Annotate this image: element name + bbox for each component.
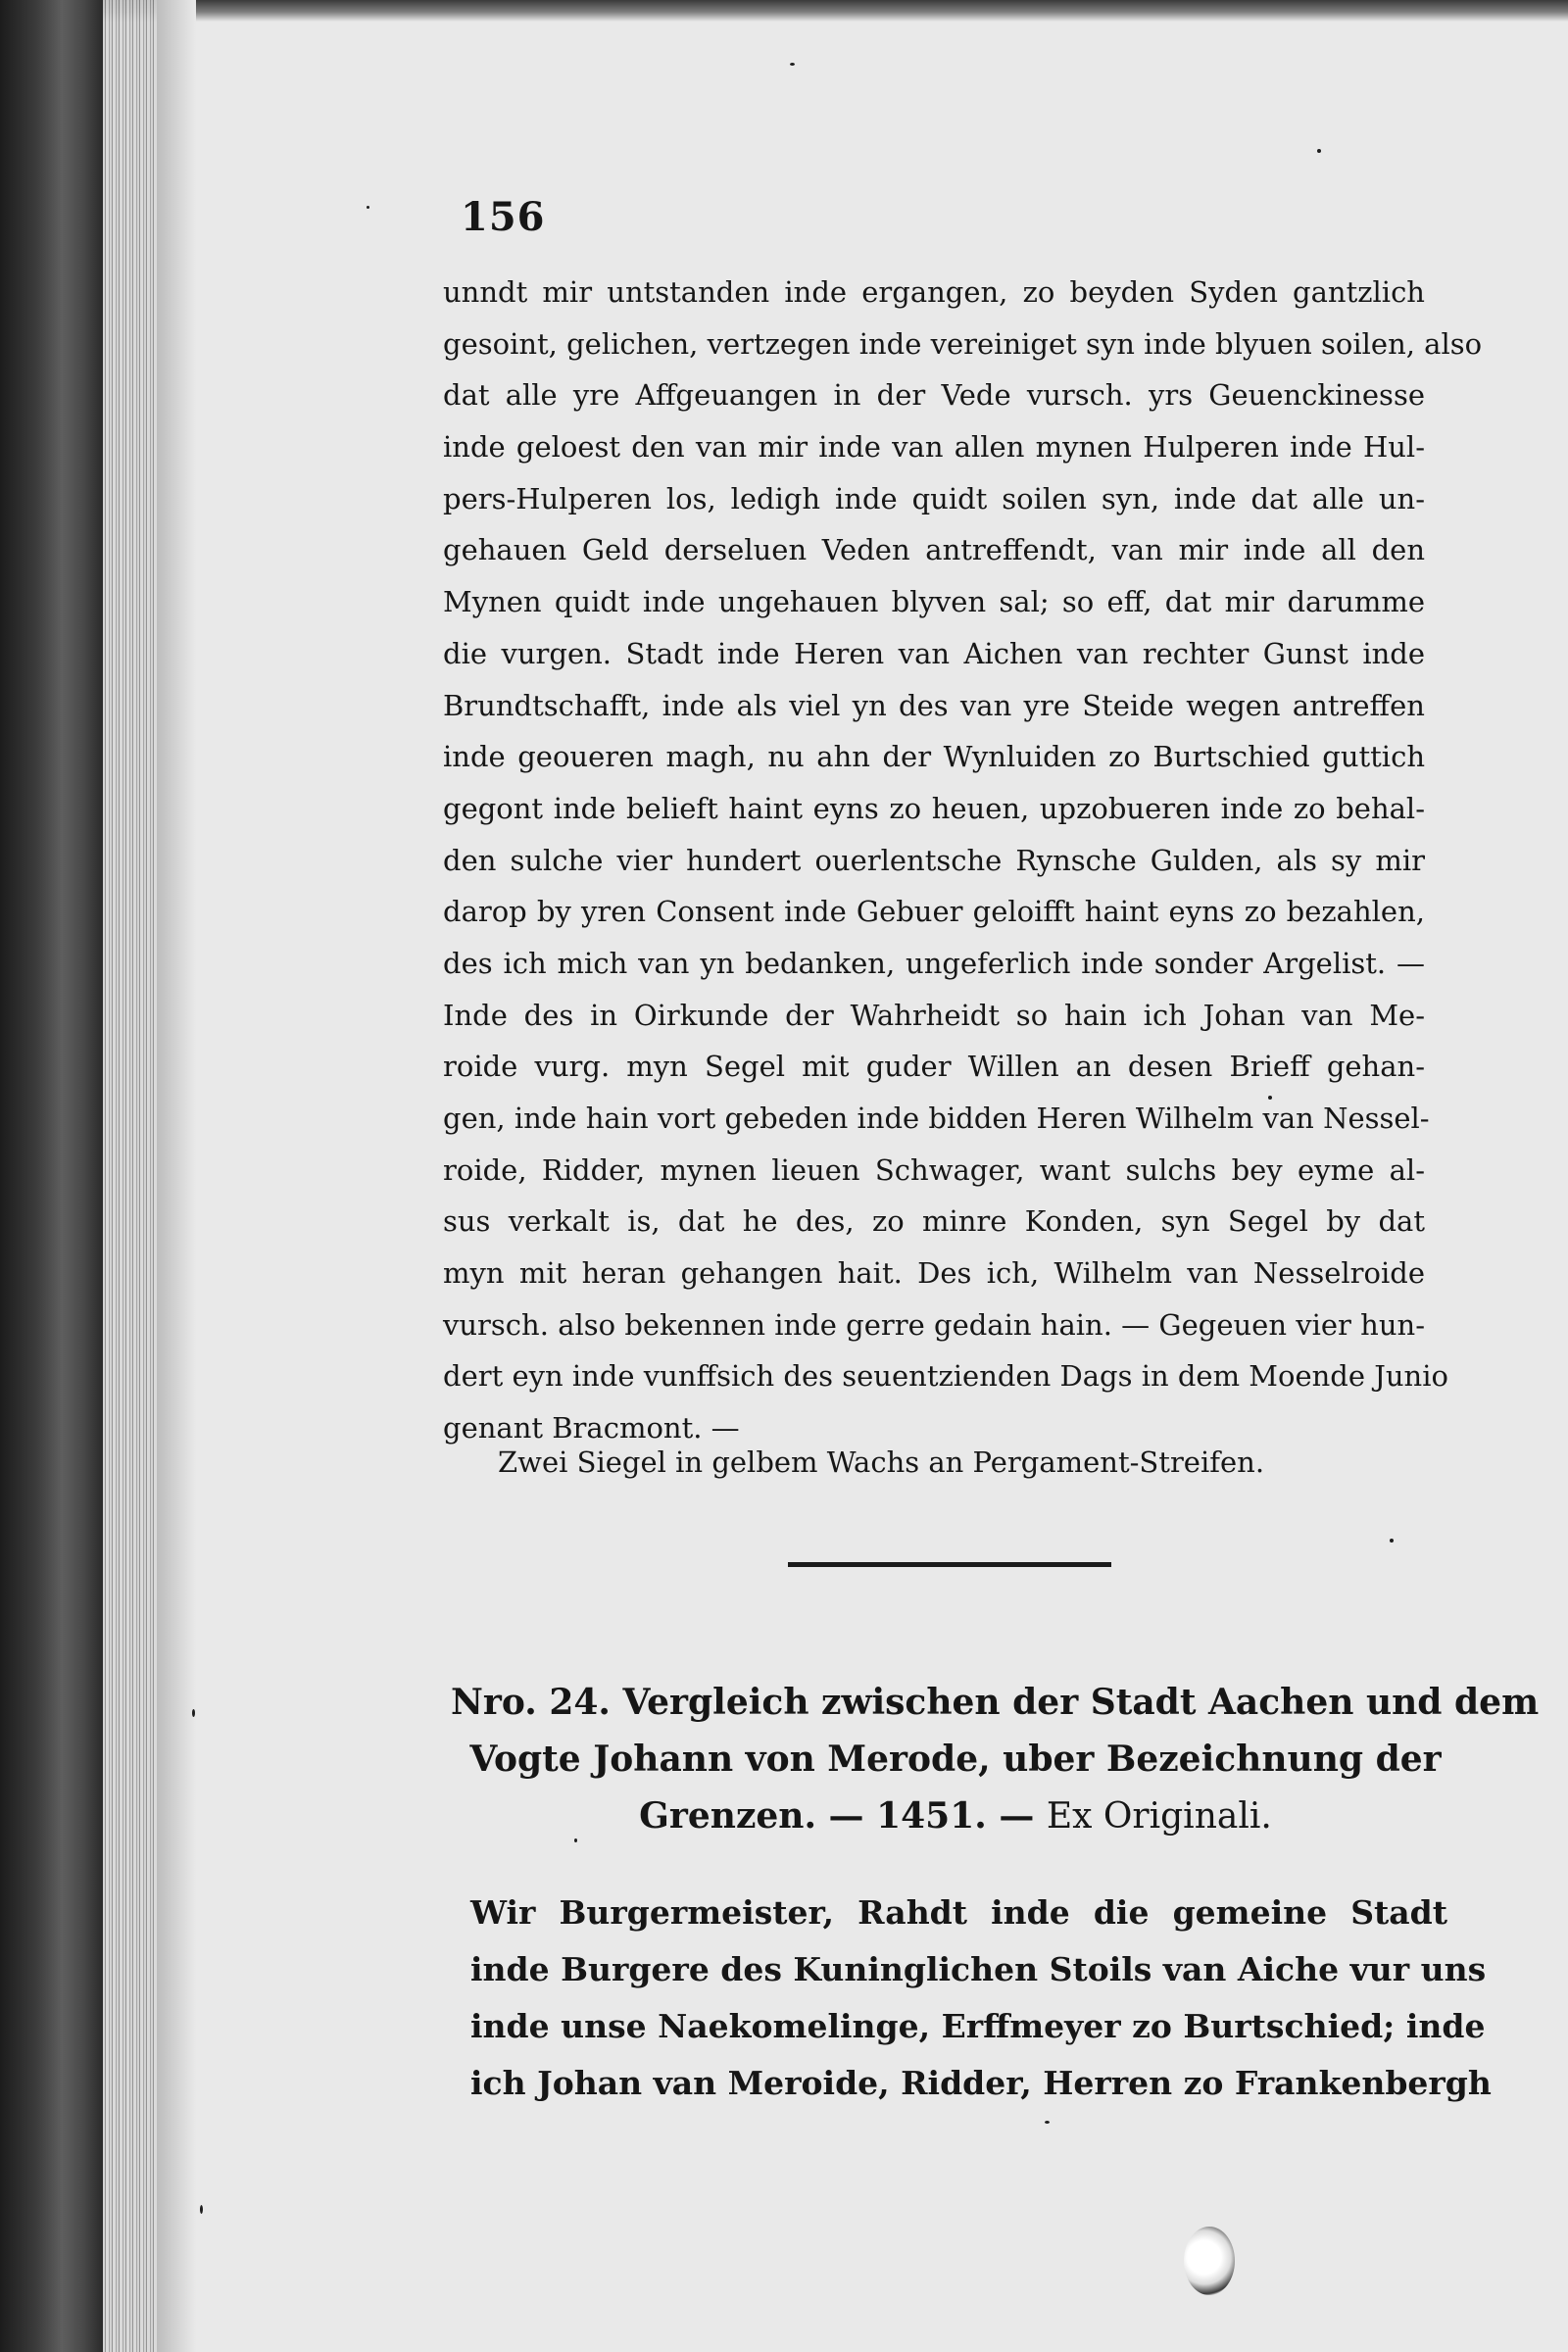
speck <box>1317 149 1321 153</box>
text-line: Mynen quidt inde ungehauen blyven sal; so eff, dat mir darumme <box>443 585 1425 619</box>
speck <box>790 63 795 66</box>
text-line: darop by yren Consent inde Gebuer geloifft haint eyns zo bezahlen, <box>443 895 1425 929</box>
paragraph-line: inde unse Naekomelinge, Erffmeyer zo Burtschied; inde <box>470 2007 1486 2045</box>
section-divider <box>788 1562 1111 1567</box>
text-line: Inde des in Oirkunde der Wahrheidt so hain ich Johan van Me- <box>443 998 1425 1032</box>
document-heading <box>451 1674 1540 1845</box>
text-line: Brundtschafft, inde als viel yn des van yre Steide wegen antreffen <box>443 688 1425 722</box>
document-paragraph <box>470 1885 1492 2112</box>
heading-line: Nro. 24. Vergleich zwischen der Stadt Aachen und dem <box>451 1682 1540 1723</box>
body-text <box>443 267 1483 1454</box>
top-edge-shadow <box>0 0 1568 22</box>
text-line: gegont inde belieft haint eyns zo heuen, upzobueren inde zo behal- <box>443 791 1425 825</box>
heading-date: Grenzen. — 1451. — <box>639 1795 1047 1837</box>
speck <box>192 1709 195 1717</box>
text-line: pers-Hulperen los, ledigh inde quidt soilen syn, inde dat alle un- <box>443 481 1425 515</box>
text-line: sus verkalt is, dat he des, zo minre Konden, syn Segel by dat <box>443 1204 1425 1239</box>
speck <box>1045 2121 1050 2124</box>
heading-line: Vogte Johann von Merode, uber Bezeichnung der <box>469 1739 1442 1780</box>
speck <box>574 1838 577 1842</box>
text-line: dat alle yre Affgeuangen in der Vede vursch. yrs Geuenckinesse <box>443 378 1425 413</box>
text-line: roide vurg. myn Segel mit guder Willen an desen Brieff gehan- <box>443 1050 1425 1084</box>
seal-note: Zwei Siegel in gelbem Wachs an Pergament-Streifen. <box>498 1446 1265 1479</box>
text-line: dert eyn inde vunffsich des seuentzienden Dags in dem Moende Junio <box>443 1359 1448 1394</box>
page-edges <box>103 0 157 2352</box>
text-line: unndt mir untstanden inde ergangen, zo beyden Syden gantzlich <box>443 275 1425 309</box>
paper-spot <box>1184 2227 1235 2295</box>
text-line: die vurgen. Stadt inde Heren van Aichen van rechter Gunst inde <box>443 636 1425 670</box>
text-line: genant Bracmont. — <box>443 1411 740 1446</box>
text-line: vursch. also bekennen inde gerre gedain hain. — Gegeuen vier hun- <box>443 1307 1425 1342</box>
book-spine <box>0 0 103 2352</box>
paragraph-line: Wir Burgermeister, Rahdt inde die gemeine Stadt <box>470 1893 1447 1932</box>
page-number: 156 <box>461 194 546 240</box>
gutter-shading <box>157 0 196 2352</box>
text-line: gen, inde hain vort gebeden inde bidden Heren Wilhelm van Nessel- <box>443 1102 1430 1135</box>
text-line: des ich mich van yn bedanken, ungeferlich inde sonder Argelist. — <box>443 946 1425 980</box>
speck <box>367 206 369 209</box>
text-line: myn mit heran gehangen hait. Des ich, Wilhelm van Nesselroide <box>443 1256 1425 1291</box>
heading-line <box>451 1788 1460 1845</box>
speck <box>1390 1539 1394 1543</box>
text-line: roide, Ridder, mynen lieuen Schwager, want sulchs bey eyme al- <box>443 1152 1425 1187</box>
text-line: gesoint, gelichen, vertzegen inde vereiniget syn inde blyuen soilen, also <box>443 326 1483 361</box>
text-line: inde geloest den van mir inde van allen mynen Hulperen inde Hul- <box>443 430 1425 465</box>
paragraph-line: inde Burgere des Kuninglichen Stoils van Aiche vur uns <box>470 1950 1487 1988</box>
paragraph-line: ich Johan van Meroide, Ridder, Herren zo Frankenbergh <box>470 2064 1492 2102</box>
speck <box>200 2205 203 2214</box>
heading-source: Ex Originali. <box>1046 1796 1272 1837</box>
speck <box>1268 1096 1272 1100</box>
text-line: gehauen Geld derseluen Veden antreffendt, van mir inde all den <box>443 533 1425 567</box>
text-line: inde geoueren magh, nu ahn der Wynluiden zo Burtschied guttich <box>443 740 1425 774</box>
text-line: den sulche vier hundert ouerlentsche Rynsche Gulden, als sy mir <box>443 843 1425 877</box>
